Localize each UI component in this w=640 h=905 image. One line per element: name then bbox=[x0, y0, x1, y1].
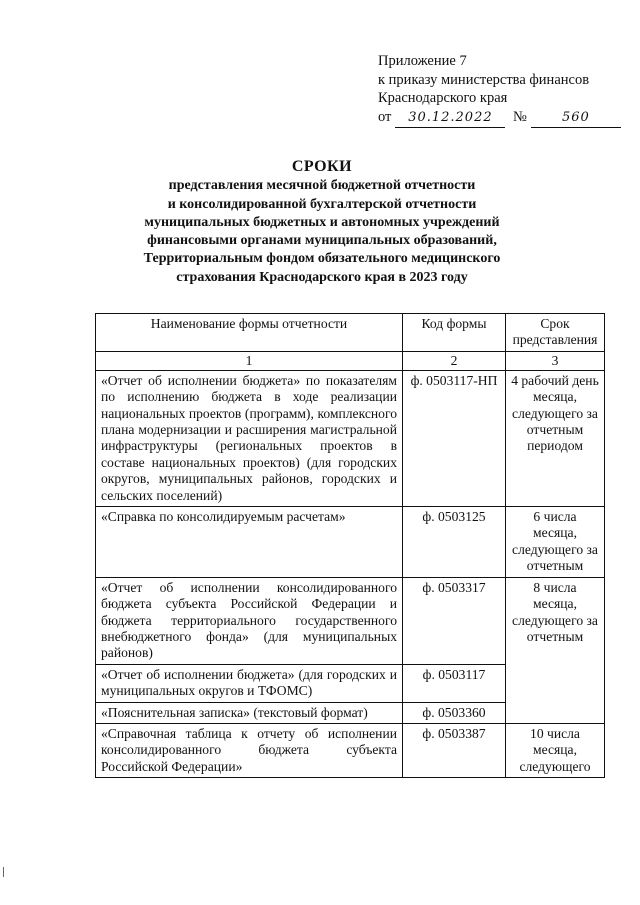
form-name: «Справка по консолидируемым расчетам» bbox=[96, 507, 403, 578]
title-line: муниципальных бюджетных и автономных учреждений bbox=[144, 214, 500, 230]
title-line: и консолидированной бухгалтерской отчетности bbox=[167, 196, 477, 212]
table-row bbox=[96, 577, 605, 664]
form-name: «Отчет об исполнении бюджета» по показателям по исполнению бюджета в ходе реализации национальных проектов (программ), комплексного плана модернизации и расширения магистральной инфраструктуры (региональных проектов в составе национальных проектов) (для городских округов, муниципальных районов, городских и сельских поселений) bbox=[96, 370, 403, 506]
column-number: 3 bbox=[506, 351, 605, 370]
date-prefix: от bbox=[378, 108, 392, 125]
title-line: страхования Краснодарского края в 2023 году bbox=[176, 269, 468, 285]
handwritten-date: 30.12.2022 bbox=[395, 109, 505, 129]
form-name: «Пояснительная записка» (текстовый формат) bbox=[96, 702, 403, 723]
form-code: ф. 0503317 bbox=[403, 577, 506, 664]
form-code: ф. 0503125 bbox=[403, 507, 506, 578]
appendix-order-ref: к приказу министерства финансов bbox=[378, 71, 590, 88]
form-code: ф. 0503117-НП bbox=[403, 370, 506, 506]
form-term: 6 числа месяца, следующего за отчетным bbox=[506, 507, 605, 578]
table-row bbox=[96, 723, 605, 777]
document-title bbox=[100, 158, 544, 287]
title-main: СРОКИ bbox=[291, 158, 353, 175]
form-term: 4 рабочий день месяца, следующего за отчетным периодом bbox=[506, 370, 605, 506]
appendix-header bbox=[378, 52, 628, 128]
form-code: ф. 0503117 bbox=[403, 664, 506, 702]
deadlines-table bbox=[95, 313, 605, 778]
handwritten-number: 560 bbox=[531, 109, 621, 129]
form-name: «Отчет об исполнении бюджета» (для городских и муниципальных округов и ТФОМС) bbox=[96, 664, 403, 702]
column-number: 1 bbox=[96, 351, 403, 370]
form-code: ф. 0503387 bbox=[403, 723, 506, 777]
form-term: 10 числа месяца, следующего bbox=[506, 723, 605, 777]
title-line: финансовыми органами муниципальных образований, bbox=[147, 233, 497, 249]
table-header-row bbox=[96, 314, 605, 352]
title-line: представления месячной бюджетной отчетности bbox=[168, 178, 476, 194]
form-term: 8 числа месяца, следующего за отчетным bbox=[506, 577, 605, 723]
form-name: «Справочная таблица к отчету об исполнении консолидированного бюджета субъекта Российской Федерации» bbox=[96, 723, 403, 777]
title-line: Территориальным фондом обязательного медицинского bbox=[143, 251, 501, 267]
form-code: ф. 0503360 bbox=[403, 702, 506, 723]
appendix-date-line bbox=[378, 108, 628, 129]
column-number: 2 bbox=[403, 351, 506, 370]
header-term: Срок представления bbox=[506, 314, 605, 352]
appendix-region: Краснодарского края bbox=[378, 90, 508, 106]
header-name: Наименование формы отчетности bbox=[96, 314, 403, 352]
form-name: «Отчет об исполнении консолидированного бюджета субъекта Российской Федерации и бюджета территориального государственного внебюджетного фонда» (для муниципальных районов) bbox=[96, 577, 403, 664]
table-row bbox=[96, 370, 605, 506]
appendix-number: Приложение 7 bbox=[378, 53, 467, 69]
scan-edge-mark bbox=[3, 867, 4, 877]
header-code: Код формы bbox=[403, 314, 506, 352]
table-row bbox=[96, 507, 605, 578]
column-number-row bbox=[96, 351, 605, 370]
number-prefix: № bbox=[513, 108, 527, 125]
